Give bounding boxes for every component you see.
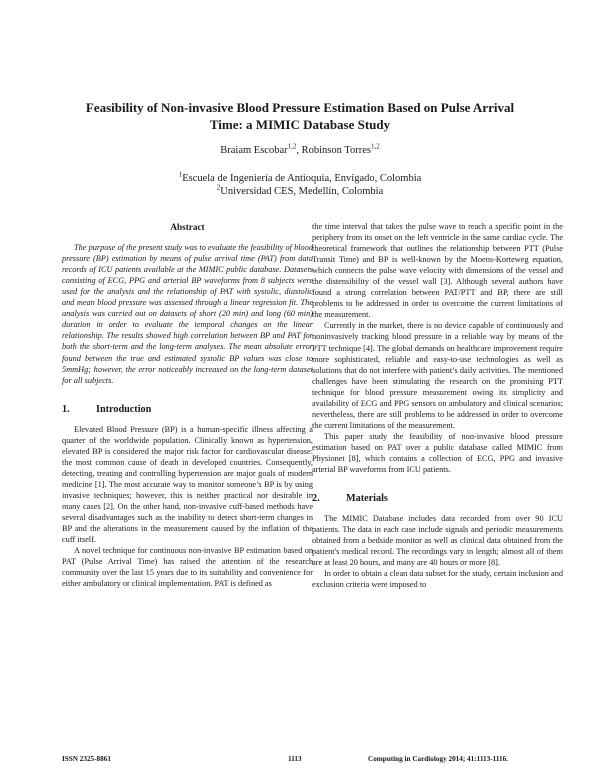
section-2-heading <box>312 493 563 504</box>
author-1-affil: 1,2 <box>287 142 297 151</box>
author-separator: , <box>296 145 302 156</box>
section-2-number: 2. <box>312 493 320 505</box>
affiliation-2-text: Universidad CES, Medellín, Colombia <box>220 186 384 197</box>
abstract-heading: Abstract <box>170 222 205 232</box>
footer-journal: Computing in Cardiology 2014; 41:1113-1116. <box>368 755 508 763</box>
left-column <box>62 222 313 589</box>
affiliation-2-mark: 2 <box>216 183 221 192</box>
author-1: Braiam Escobar <box>220 145 288 156</box>
author-list <box>40 142 560 156</box>
section-1-number: 1. <box>62 403 70 415</box>
intro-paragraph-3: Currently in the market, there is no device capable of continuously and noninvasively tracking blood pressure in a reliable way by means of the PTT technique [4]. The global demands on healthcare improvement require more sophisticated, reliable and easy-to-use technologies as well as solutions that do not interfere with patient’s daily activities. The mentioned challenges have been stimulating the research on the promising PTT technique for blood pressure measurement owing its simplicity and availability of ECG and PPG sensors on ambulatory and clinical scenarios; nevertheless, there are still problems to be addressed in order to overcome the current limitations of the measurement. <box>312 321 563 430</box>
affiliations <box>40 172 560 198</box>
materials-paragraph-1: The MIMIC Database includes data recorded from over 90 ICU patients. The data in each case include signals and periodic measurements obtained from a bedside monitor as well as clinical data obtained from the patient's medical record. The recordings vary in length; almost all of them are at least 20 hours, and many are 40 hours or more [8]. <box>312 514 563 568</box>
intro-paragraph-2: A novel technique for continuous non-invasive BP estimation based on PAT (Pulse Arrival Time) has raised the attention of the research community over the last 15 years due to its suitability and convenience for either ambulatory or clinical implementation. PAT is defined as <box>62 546 313 589</box>
section-1-heading <box>62 404 313 415</box>
section-1-title: Introduction <box>96 403 152 415</box>
intro-paragraph-4: This paper study the feasibility of non-invasive blood pressure estimation based on PAT over a public database called MIMIC from Physionet [8], which contains a collection of ECG, PPG and invasive arterial BP waveforms from ICU patients. <box>312 431 563 475</box>
abstract-text: The purpose of the present study was to evaluate the feasibility of blood pressure (BP) estimation by means of pulse arrival time (PAT) from data records of ICU patients available at the MIMIC public database. Datasets consisting of ECG, PPG and arterial BP waveforms from 8 subjects were used for the analysis and the relationship of PAT with systolic, diastolic and mean blood pressure was assessed through a linear regression fit. The analysis was carried out on datasets of short (20 min) and long (60 min) duration in order to evaluate the temporal changes on the linear relationship. The results showed high correlation between BP and PAT for both the short-term and the long-term analyses. The mean absolute error found between the true and estimated systolic BP values was close to 5mmHg; however, the error noticeably increased on the long-term dataset for all subjects. <box>62 243 313 385</box>
intro-paragraph-1: Elevated Blood Pressure (BP) is a human-specific illness affecting a quarter of the worldwide population. Clinically known as hypertension, elevated BP is considered the major risk factor for cardiovascular disease: the most common cause of death in developed countries. Consequently, detecting, treating and controlling hypertension are major goals of modern medicine [1]. The most accurate way to monitor someone’s BP is by using invasive techniques; however, this is neither practical nor desirable in many cases [2]. On the other hand, non-invasive cuff-based methods have several disadvantages such as the inability to detect short-term changes in BP and the alterations in the measurement caused by the inflation of the cuff itself. <box>62 424 313 545</box>
title-line-2: Time: a MIMIC Database Study <box>209 117 391 132</box>
affiliation-1-text: Escuela de Ingeniería de Antioquia, Envigado, Colombia <box>182 173 422 184</box>
title-line-1: Feasibility of Non-invasive Blood Pressure Estimation Based on Pulse Arrival <box>85 100 515 115</box>
intro-paragraph-2-continued: the time interval that takes the pulse wave to reach a specific point in the periphery from its onset on the left ventricle in the same cardiac cycle. The theoretical framework that outlines the relationship between PTT (Pulse Transit Time) and BP is well-known by the Moens-Korteweg equation, which connects the pulse wave velocity with dimensions of the vessel and the distensibility of the vessel wall [3]. Although several authors have found a strong correlation between PAT/PTT and BP, there are still problems to be addressed in order to overcome the current limitations of the measurement. <box>312 222 563 320</box>
section-2-title: Materials <box>346 493 388 505</box>
paper-title <box>40 99 560 133</box>
footer-issn: ISSN 2325-8861 <box>62 755 111 763</box>
affiliation-2 <box>40 185 560 198</box>
right-column <box>312 221 563 590</box>
materials-paragraph-2: In order to obtain a clean data subset for the study, certain inclusion and exclusion criteria were imposed to <box>312 569 563 590</box>
affiliation-1-mark: 1 <box>178 170 183 179</box>
author-2-affil: 1,2 <box>370 142 380 151</box>
footer-page-number: 1113 <box>288 755 302 763</box>
affiliation-1 <box>40 172 560 185</box>
author-2: Robinson Torres <box>301 145 371 156</box>
